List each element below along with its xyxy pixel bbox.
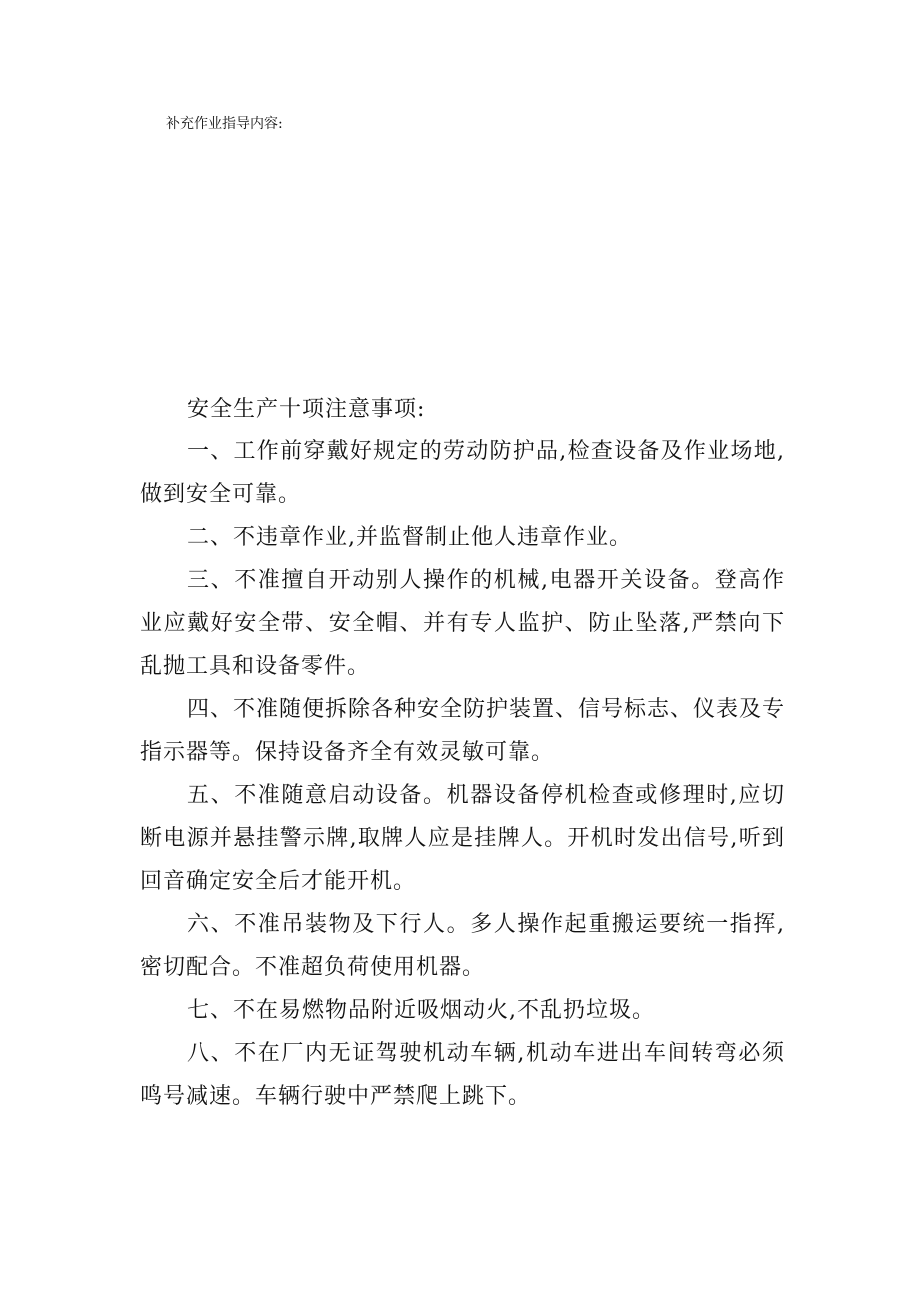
safety-rule-2: 二、不违章作业,并监督制止他人违章作业。 [187,525,632,550]
safety-rule-3: 三、不准擅自开动别人操作的机械,电器开关设备。登高作业应戴好安全带、安全帽、并有专人监护、防止坠落,严禁向下乱抛工具和设备零件。 [140,568,785,679]
safety-rule-4: 四、不准随便拆除各种安全防护装置、信号标志、仪表及专指示器等。保持设备齐全有效灵敏可靠。 [140,697,786,765]
safety-rule-6: 六、不准吊装物及下行人。多人操作起重搬运要统一指挥,密切配合。不准超负荷使用机器。 [140,912,785,980]
safety-rule-8: 八、不在厂内无证驾驶机动车辆,机动车进出车间转弯必须鸣号减速。车辆行驶中严禁爬上跳下。 [140,1041,785,1109]
supplement-guidance-label: 补充作业指导内容: [166,116,283,132]
safety-heading: 安全生产十项注意事项: [187,397,426,422]
safety-notice-section [140,390,785,1118]
safety-rule-1: 一、工作前穿戴好规定的劳动防护品,检查设备及作业场地,做到安全可靠。 [140,439,785,507]
safety-rule-7: 七、不在易燃物品附近吸烟动火,不乱扔垃圾。 [187,998,655,1023]
safety-rules-list [140,430,785,1118]
safety-rule-5: 五、不准随意启动设备。机器设备停机检查或修理时,应切断电源并悬挂警示牌,取牌人应是挂牌人。开机时发出信号,听到回音确定安全后才能开机。 [140,783,785,894]
